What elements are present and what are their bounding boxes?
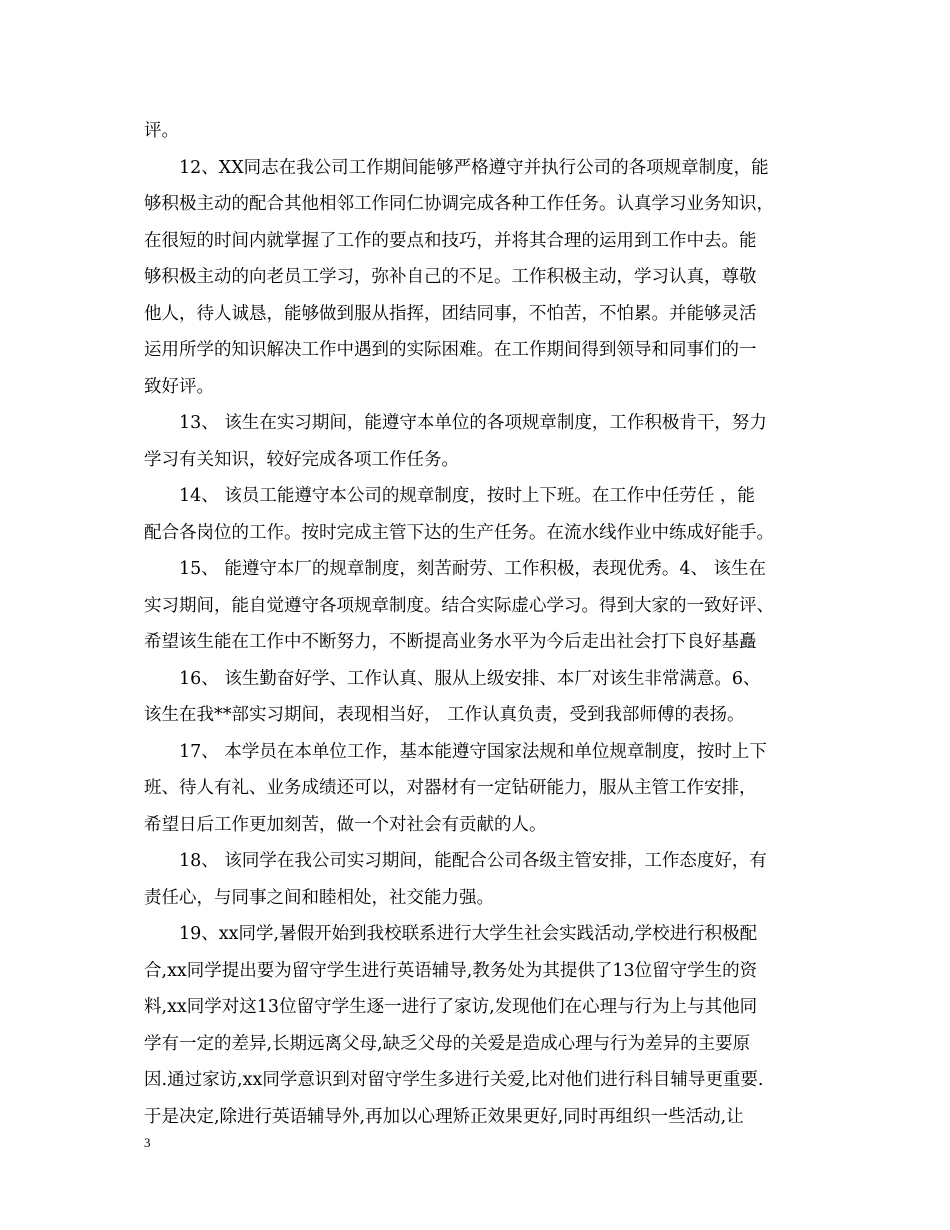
text-line: 责任心，与同事之间和睦相处，社交能力强。 [144, 887, 494, 908]
page-number: 3 [144, 1135, 151, 1150]
text-line: 18、 该同学在我公司实习期间，能配合公司各级主管安排，工作态度好，有 [179, 851, 767, 871]
text-line: 学习有关知识，较好完成各项工作任务。 [144, 449, 459, 470]
text-line: 评。 [144, 121, 179, 141]
text-line: 12、XX同志在我公司工作期间能够严格遵守并执行公司的各项规章制度，能 [179, 157, 769, 178]
text-line: 15、 能遵守本厂的规章制度，刻苦耐劳、工作积极，表现优秀。4、 该生在 [179, 559, 767, 579]
text-line: 他人，待人诚恳，能够做到服从指挥，团结同事，不怕苦，不怕累。并能够灵活 [144, 303, 757, 324]
text-line: 希望该生能在工作中不断努力，不断提高业务水平为今后走出社会打下良好基矗 [144, 632, 757, 652]
text-line: 希望日后工作更加刻苦，做一个对社会有贡献的人。 [144, 814, 547, 835]
text-line: 班、待人有礼、业务成绩还可以，对器材有一定钻研能力，服从主管工作安排， [144, 778, 757, 798]
document-body [144, 113, 814, 1135]
text-line: 学有一定的差异,长期远离父母,缺乏父母的关爱是造成心理与行为差异的主要原 [144, 1033, 751, 1054]
text-line: 因.通过家访,xx同学意识到对留守学生多进行关爱,比对他们进行科目辅导更重要. [144, 1070, 764, 1090]
text-line: 17、 本学员在本单位工作，基本能遵守国家法规和单位规章制度，按时上下 [179, 741, 767, 762]
text-line: 致好评。 [144, 376, 214, 397]
text-line: 配合各岗位的工作。按时完成主管下达的生产任务。在流水线作业中练成好能手。 [144, 522, 774, 543]
text-line: 实习期间，能自觉遵守各项规章制度。结合实际虚心学习。得到大家的一致好评、 [144, 595, 774, 616]
text-line: 运用所学的知识解决工作中遇到的实际困难。在工作期间得到领导和同事们的一 [144, 340, 757, 360]
text-line: 19、xx同学,暑假开始到我校联系进行大学生社会实践活动,学校进行积极配 [179, 924, 758, 944]
text-line: 够积极主动的向老员工学习，弥补自己的不足。工作积极主动，学习认真，尊敬 [144, 267, 757, 287]
text-line: 料,xx同学对这13位留守学生逐一进行了家访,发现他们在心理与行为上与其他同 [144, 997, 758, 1017]
text-line: 在很短的时间内就掌握了工作的要点和技巧，并将其合理的运用到工作中去。能 [144, 230, 757, 251]
text-line: 13、 该生在实习期间，能遵守本单位的各项规章制度，工作积极肯干，努力 [179, 413, 767, 433]
text-line: 于是决定,除进行英语辅导外,再加以心理矫正效果更好,同时再组织一些活动,让 [144, 1106, 744, 1127]
text-line: 合,xx同学提出要为留守学生进行英语辅导,教务处为其提供了13位留守学生的资 [144, 960, 758, 981]
text-line: 14、 该员工能遵守本公司的规章制度，按时上下班。在工作中任劳任 ，能 [179, 486, 755, 506]
text-line: 16、 该生勤奋好学、工作认真、服从上级安排、本厂对该生非常满意。6、 [179, 668, 761, 689]
text-line: 该生在我**部实习期间，表现相当好， 工作认真负责，受到我部师傅的表扬。 [144, 705, 745, 725]
text-line: 够积极主动的配合其他相邻工作同仁协调完成各种工作任务。认真学习业务知识， [144, 194, 774, 214]
